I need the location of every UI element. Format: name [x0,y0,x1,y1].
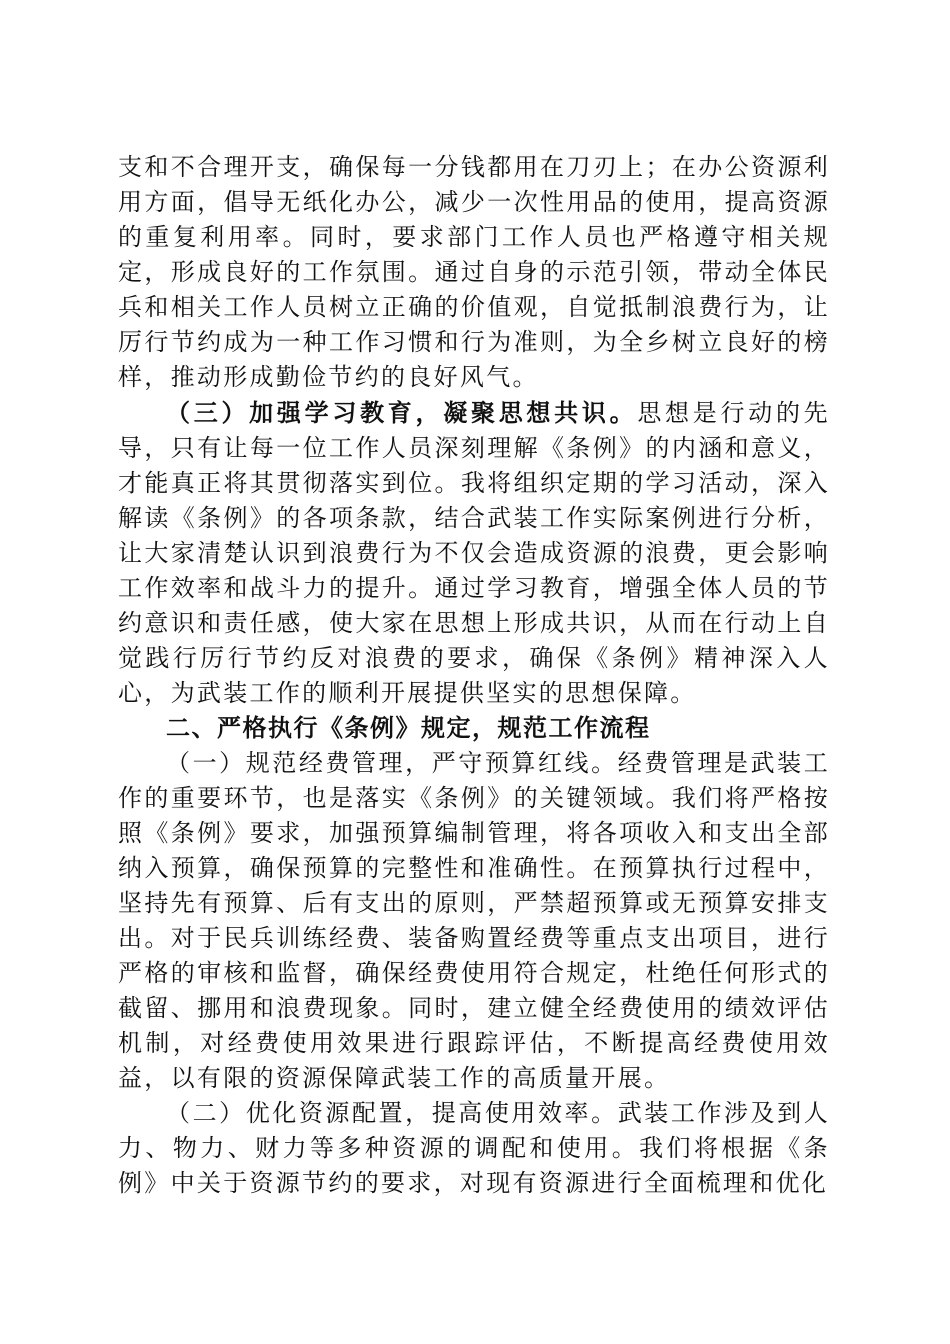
paragraph-lead-title: （二）优化资源配置，提高使用效率。 [166,1099,618,1127]
paragraph-continuation: 支和不合理开支，确保每一分钱都用在刀刃上；在办公资源利用方面，倡导无纸化办公，减少一次性用品的使用，提高资源的重复利用率。同时，要求部门工作人员也严格遵守相关规定，形成良好的工作氛围。通过自身的示范引领，带动全体民兵和相关工作人员树立正确的价值观，自觉抵制浪费行为，让厉行节约成为一种工作习惯和行为准则，为全乡树立良好的榜样，推动形成勤俭节约的良好风气。 [118,153,830,391]
paragraph-text: 思想是行动的先导，只有让每一位工作人员深刻理解《条例》的内涵和意义，才能真正将其贯彻落实到位。我将组织定期的学习活动，深入解读《条例》的各项条款，结合武装工作实际案例进行分析，让大家清楚认识到浪费行为不仅会造成资源的浪费，更会影响工作效率和战斗力的提升。通过学习教育，增强全体人员的节约意识和责任感，使大家在思想上形成共识，从而在行动上自觉践行厉行节约反对浪费的要求，确保《条例》精神深入人心，为武装工作的顺利开展提供坚实的思想保障。 [118,399,830,707]
paragraph-lead-title: （三）加强学习教育，凝聚思想共识。 [166,398,638,427]
paragraph-lead-title: （一）规范经费管理，严守预算红线。 [166,749,618,777]
paragraph-text: 武装工作涉及到人力、物力、财力等多种资源的调配和使用。我们将根据《条例》中关于资源节约的要求，对现有资源进行全面梳理和优化 [118,1099,830,1197]
document-body [118,150,830,1201]
paragraph-learning-education [118,395,830,711]
paragraph-text: 经费管理是武装工作的重要环节，也是落实《条例》的关键领域。我们将严格按照《条例》要求，加强预算编制管理，将各项收入和支出全部纳入预算，确保预算的完整性和准确性。在预算执行过程中，坚持先有预算、后有支出的原则，严禁超预算或无预算安排支出。对于民兵训练经费、装备购置经费等重点支出项目，进行严格的审核和监督，确保经费使用符合规定，杜绝任何形式的截留、挪用和浪费现象。同时，建立健全经费使用的绩效评估机制，对经费使用效果进行跟踪评估，不断提高经费使用效益，以有限的资源保障武装工作的高质量开展。 [118,749,830,1092]
paragraph-fund-management [118,746,830,1096]
section-heading: 二、严格执行《条例》规定，规范工作流程 [166,714,651,742]
paragraph-resource-allocation [118,1096,830,1201]
